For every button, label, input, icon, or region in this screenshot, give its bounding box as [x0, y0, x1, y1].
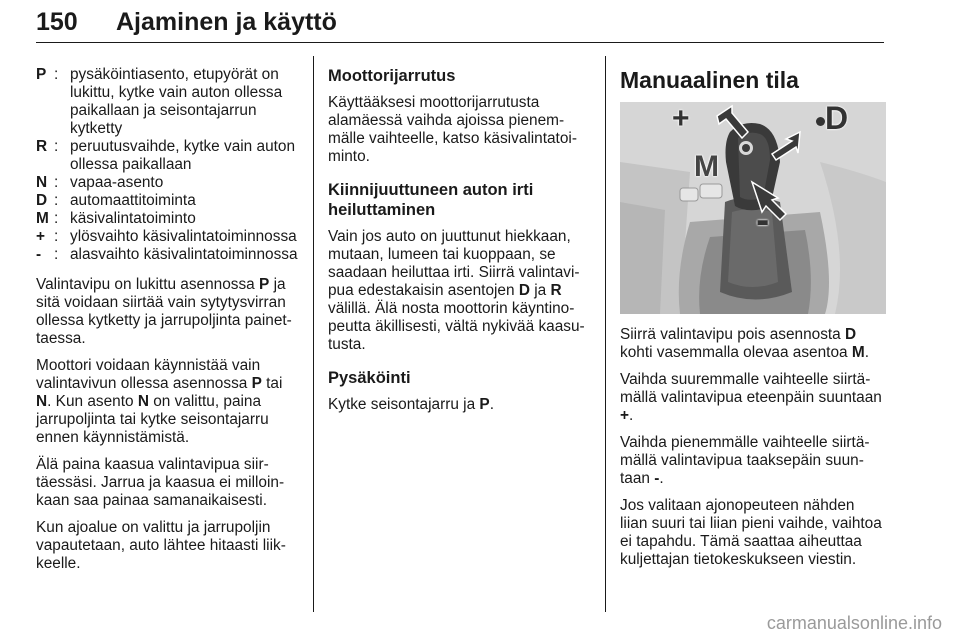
gear-position-key: R — [36, 138, 48, 155]
gear-position-key: M — [36, 210, 49, 227]
gear-position-list — [36, 66, 302, 264]
gear-position-item — [36, 228, 302, 246]
gear-position-description: käsivalintatoiminto — [70, 210, 196, 227]
gear-position-key: P — [36, 66, 47, 83]
separator: : — [54, 210, 59, 227]
column-divider — [313, 56, 314, 612]
gear-position-key: D — [36, 192, 48, 209]
watermark: carmanualsonline.info — [766, 613, 942, 633]
gear-position-description: vapaa-asento — [70, 174, 164, 191]
column-3 — [620, 66, 886, 578]
gear-position-item — [36, 192, 302, 210]
paragraph-engine-braking: Käyttääksesi moottorijarrutusta alamäessä vaihda ajoissa pienemmälle vaihteelle, katso käsivalintatoiminto. — [328, 94, 577, 165]
column-1 — [36, 66, 302, 582]
gear-position-item — [36, 174, 302, 192]
separator: : — [54, 192, 59, 209]
gear-position-key: - — [36, 246, 42, 263]
column-2 — [328, 66, 594, 423]
paragraph-downshift: Vaihda pienemmälle vaihteelle siirtämällä valintavipua taaksepäin suuntaan -. — [620, 434, 870, 487]
gear-position-description: automaattitoiminta — [70, 192, 196, 209]
paragraph-creep: Kun ajoalue on valittu ja jarrupoljin vapautetaan, auto lähtee hitaasti liikkeelle. — [36, 519, 286, 572]
chapter-title: Ajaminen ja käyttö — [116, 8, 337, 36]
paragraph-upshift: Vaihda suuremmalle vaihteelle siirtämällä valintavipua eteenpäin suuntaan +. — [620, 371, 882, 424]
page-header — [36, 6, 884, 43]
heading-parking: Pysäköinti — [328, 369, 411, 387]
selector-dot-icon — [816, 117, 825, 126]
heading-manual-mode: Manuaalinen tila — [620, 67, 799, 93]
paragraph-no-throttle: Älä paina kaasua valintavipua siirtäessäsi. Jarrua ja kaasua ei milloinkaan saa painaa samanaikaisesti. — [36, 456, 285, 509]
column-divider — [605, 56, 606, 612]
separator: : — [54, 66, 59, 83]
gear-position-item — [36, 210, 302, 228]
d-label: D — [825, 102, 849, 136]
plus-label: + — [672, 102, 690, 135]
paragraph-lock: Valintavipu on lukittu asennossa P ja sitä voidaan siirtää vain sytytysvirran ollessa kytketty ja jarrupoljinta painettaessa. — [36, 276, 292, 347]
gear-position-key: + — [36, 228, 45, 245]
paragraph-start: Moottori voidaan käynnistää vain valintavivun ollessa asennossa P tai N. Kun asento N on valittu, paina jarrupoljinta tai kytke seisontajarru ennen käynnistämistä. — [36, 357, 283, 446]
separator: : — [54, 246, 59, 263]
page-number: 150 — [36, 8, 78, 36]
paragraph-parking: Kytke seisontajarru ja P. — [328, 396, 494, 413]
gear-position-key: N — [36, 174, 48, 191]
minus-label: - — [756, 198, 770, 242]
heading-rocking: Kiinnijuuttuneen auton irti heiluttaminen — [328, 181, 534, 219]
separator: : — [54, 228, 59, 245]
m-label: M — [694, 150, 719, 183]
paragraph-move-to-m: Siirrä valintavipu pois asennosta D kohti vasemmalla olevaa asentoa M. — [620, 326, 869, 361]
paragraph-rocking: Vain jos auto on juuttunut hiekkaan, mutaan, lumeen tai kuoppaan, se saadaan heiluttaa irti. Siirrä valintavipua edestakaisin asentojen D ja R välillä. Älä nosta moottorin käyntinopeutta äkillisesti, vältä nykivää kaasutusta. — [328, 228, 585, 353]
gear-position-description: pysäköintiasento, etupyörät on lukittu, kytke vain auton ollessa paikallaan ja seisontajarrun kytketty — [70, 66, 283, 137]
heading-engine-braking: Moottorijarrutus — [328, 67, 456, 85]
gear-selector-figure — [620, 102, 886, 314]
separator: : — [54, 138, 59, 155]
gear-position-item — [36, 66, 302, 138]
gear-position-description: peruutusvaihde, kytke vain auton ollessa paikallaan — [70, 138, 296, 173]
gear-position-item — [36, 246, 302, 264]
gear-position-item — [36, 138, 302, 174]
separator: : — [54, 174, 59, 191]
gear-position-description: alasvaihto käsivalintatoiminnossa — [70, 246, 298, 263]
gear-position-description: ylösvaihto käsivalintatoiminnossa — [70, 228, 297, 245]
paragraph-gear-warning: Jos valitaan ajonopeuteen nähden liian suuri tai liian pieni vaihde, vaihtoa ei tapahdu. Tämä saattaa aiheuttaa kuljettajan tietokeskukseen viestin. — [620, 497, 882, 568]
